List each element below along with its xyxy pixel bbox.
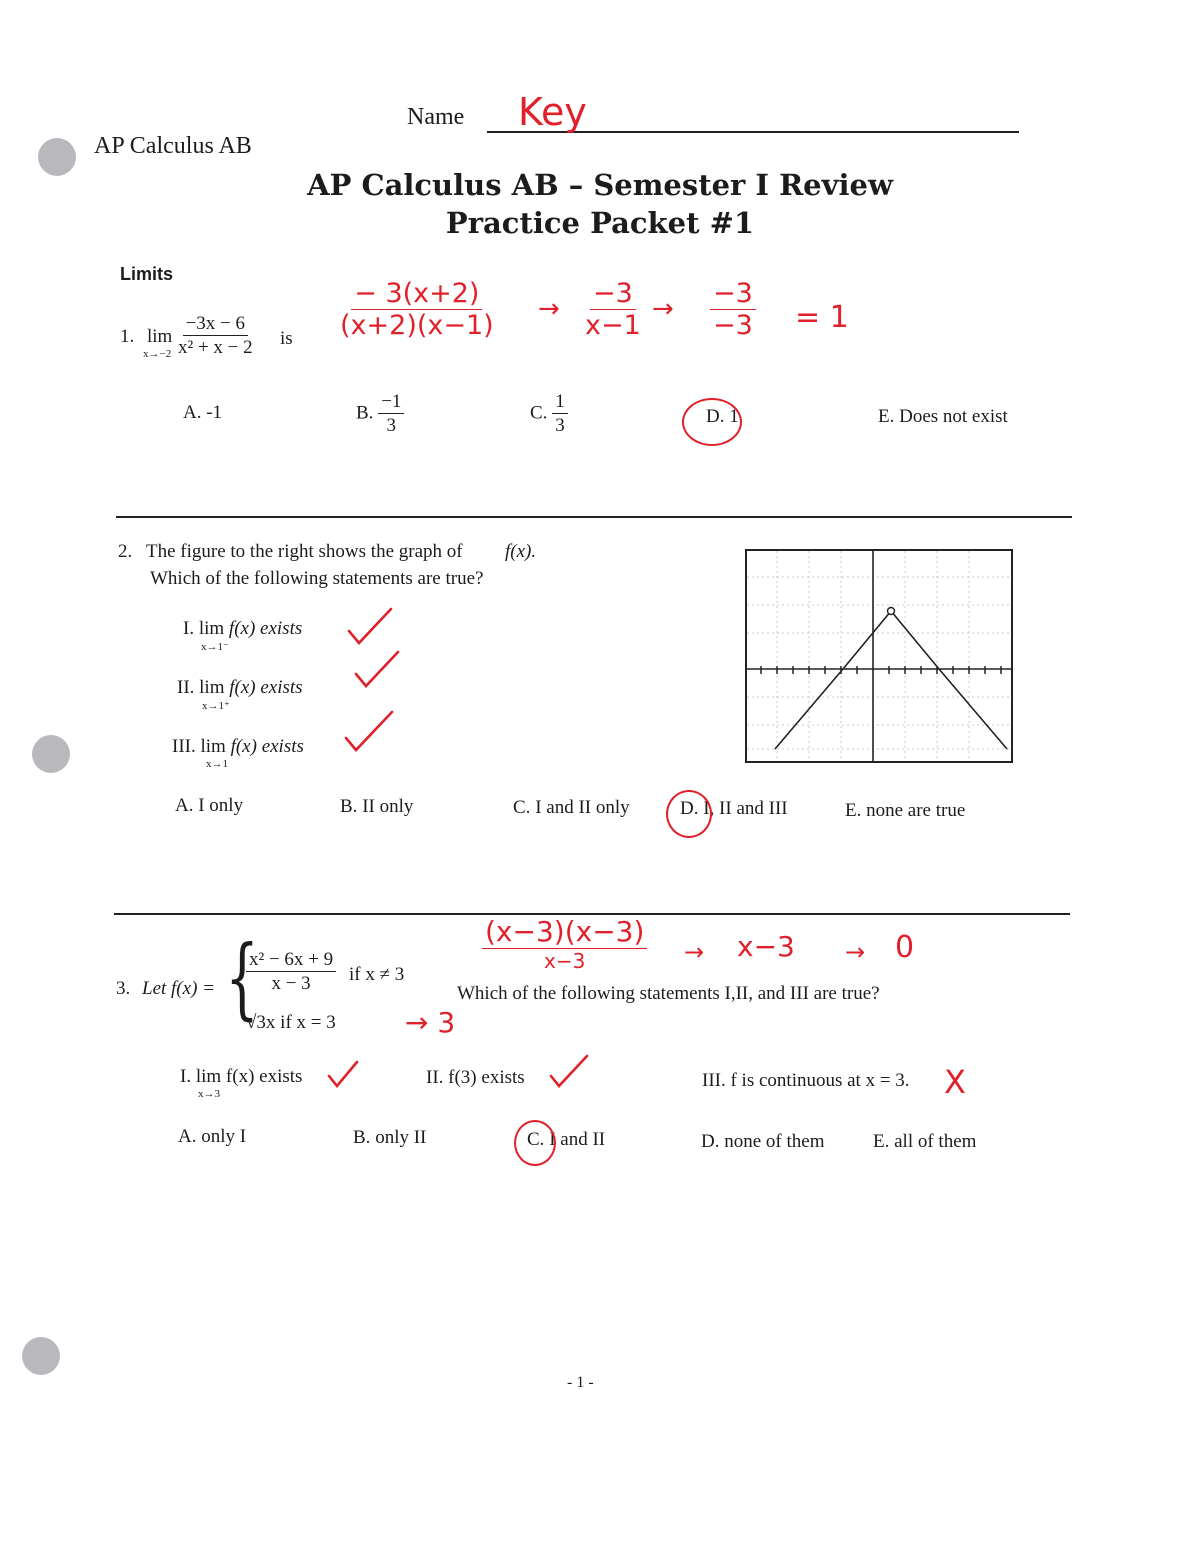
q1-choice-d[interactable]: D. 1: [706, 406, 739, 427]
q2-check-3: [342, 708, 397, 758]
section-heading: Limits: [120, 264, 174, 284]
q3-number: 3.: [116, 978, 131, 999]
q3-work-fraction: [482, 915, 647, 973]
name-label: Name: [407, 104, 465, 130]
q3-work-arrow2: →: [845, 938, 866, 966]
q3-case1-den: x − 3: [271, 973, 311, 994]
q2-check-2: [352, 648, 402, 693]
q3-case1-num: x² − 6x + 9: [246, 950, 336, 972]
q3-work-arrow1: →: [684, 938, 705, 966]
q2-choice-c[interactable]: C. I and II only: [513, 797, 630, 818]
q3-work-num: (x−3)(x−3): [482, 918, 647, 949]
q3-choice-d[interactable]: D. none of them: [701, 1131, 825, 1152]
q1-work-den2: x−1: [585, 310, 641, 341]
q1-work-den3: −3: [713, 310, 753, 341]
q3-work-result: 0: [895, 930, 915, 965]
q2-statement-2-sub: x→1⁺: [202, 700, 230, 712]
q2-statement-3-sub: x→1: [206, 758, 228, 770]
q3-let: Let f(x) =: [142, 978, 215, 999]
q3-answer-circle: [514, 1120, 556, 1166]
q1-numerator: −3x − 6: [183, 314, 248, 336]
q3-statement-1: I. lim f(x) exists: [180, 1066, 303, 1087]
q1-work-den1: (x+2)(x−1): [340, 310, 494, 341]
page-number: - 1 -: [567, 1374, 594, 1391]
q3-work-den: x−3: [544, 949, 586, 973]
q1-work-num3: −3: [710, 280, 756, 310]
q1-denominator: x² + x − 2: [178, 337, 253, 358]
q1-work-step2: [585, 280, 641, 339]
q3-choice-b[interactable]: B. only II: [353, 1127, 427, 1148]
q2-choice-a[interactable]: A. I only: [175, 795, 244, 816]
q3-case1: [246, 950, 336, 993]
q1-choice-b[interactable]: B. $\frac{-1}{3}$: [356, 392, 404, 435]
divider-1: [116, 516, 1072, 518]
graph-frame: [746, 550, 1012, 762]
course-label: AP Calculus AB: [94, 133, 252, 159]
q2-statement-1: I. lim f(x) exists: [183, 618, 303, 639]
q1-lim-sub: x→−2: [143, 348, 172, 360]
q1-number: 1.: [120, 326, 135, 347]
q1-work-arrow2: →: [652, 294, 674, 324]
q3-work-mid: x−3: [737, 930, 795, 963]
q3-statement-1-sub: x→3: [198, 1088, 220, 1100]
graph-open-point: [888, 608, 895, 615]
page-title: AP Calculus AB – Semester I Review: [307, 168, 893, 202]
name-value: Key: [518, 90, 587, 134]
binder-hole-middle: [32, 735, 70, 773]
q3-case1-cond: if x ≠ 3: [349, 964, 405, 985]
q1-work-arrow1: →: [538, 294, 560, 324]
q3-choice-a[interactable]: A. only I: [178, 1126, 247, 1147]
q3-check-1: [326, 1058, 360, 1090]
q1-work-step1: [340, 280, 494, 339]
q1-choice-e[interactable]: E. Does not exist: [878, 406, 1008, 427]
q2-choice-e[interactable]: E. none are true: [845, 800, 966, 821]
q3-statement-3: III. f is continuous at x = 3.: [702, 1070, 910, 1091]
q2-statement-1-sub: x→1⁻: [201, 641, 229, 653]
q3-case2: √3x if x = 3: [246, 1012, 336, 1033]
q2-graph: [745, 549, 1013, 763]
q3-question: Which of the following statements I,II, and III are true?: [457, 983, 880, 1004]
q1-work-step3: [710, 280, 756, 339]
q2-statement-3: III. lim f(x) exists: [172, 736, 304, 757]
q1-lim: lim: [147, 326, 173, 347]
q3-brace: {: [225, 926, 259, 1029]
q1-answer-circle: [682, 398, 742, 446]
binder-hole-bottom: [22, 1337, 60, 1375]
q3-cross: X: [944, 1063, 966, 1101]
q1-work-num2: −3: [590, 280, 636, 310]
q2-choice-d[interactable]: D. I, II and III: [680, 798, 788, 819]
q2-number: 2.: [118, 541, 133, 562]
q2-text-a: The figure to the right shows the graph of: [146, 541, 463, 562]
q2-text-b: Which of the following statements are true?: [150, 568, 484, 589]
q1-work-result: = 1: [795, 300, 849, 335]
q1-tail: is: [280, 328, 293, 349]
q3-choice-c[interactable]: C. I and II: [527, 1129, 606, 1150]
q3-check-2: [548, 1052, 590, 1092]
q3-case2-arrow: → 3: [405, 1006, 456, 1039]
page-subtitle: Practice Packet #1: [445, 206, 755, 240]
q2-statement-2: II. lim f(x) exists: [177, 677, 303, 698]
q2-answer-circle: [666, 790, 712, 838]
q1-fraction: [178, 314, 253, 357]
q3-choice-e[interactable]: E. all of them: [873, 1131, 977, 1152]
q1-choice-a[interactable]: A. -1: [183, 402, 223, 423]
q2-check-1: [345, 605, 395, 650]
q1-work-num1: − 3(x+2): [351, 280, 482, 310]
q3-statement-2: II. f(3) exists: [426, 1067, 525, 1088]
q2-choice-b[interactable]: B. II only: [340, 796, 414, 817]
q1-choice-c[interactable]: C. $\frac{1}{3}$: [530, 392, 568, 435]
q2-fx: f(x).: [505, 541, 537, 562]
